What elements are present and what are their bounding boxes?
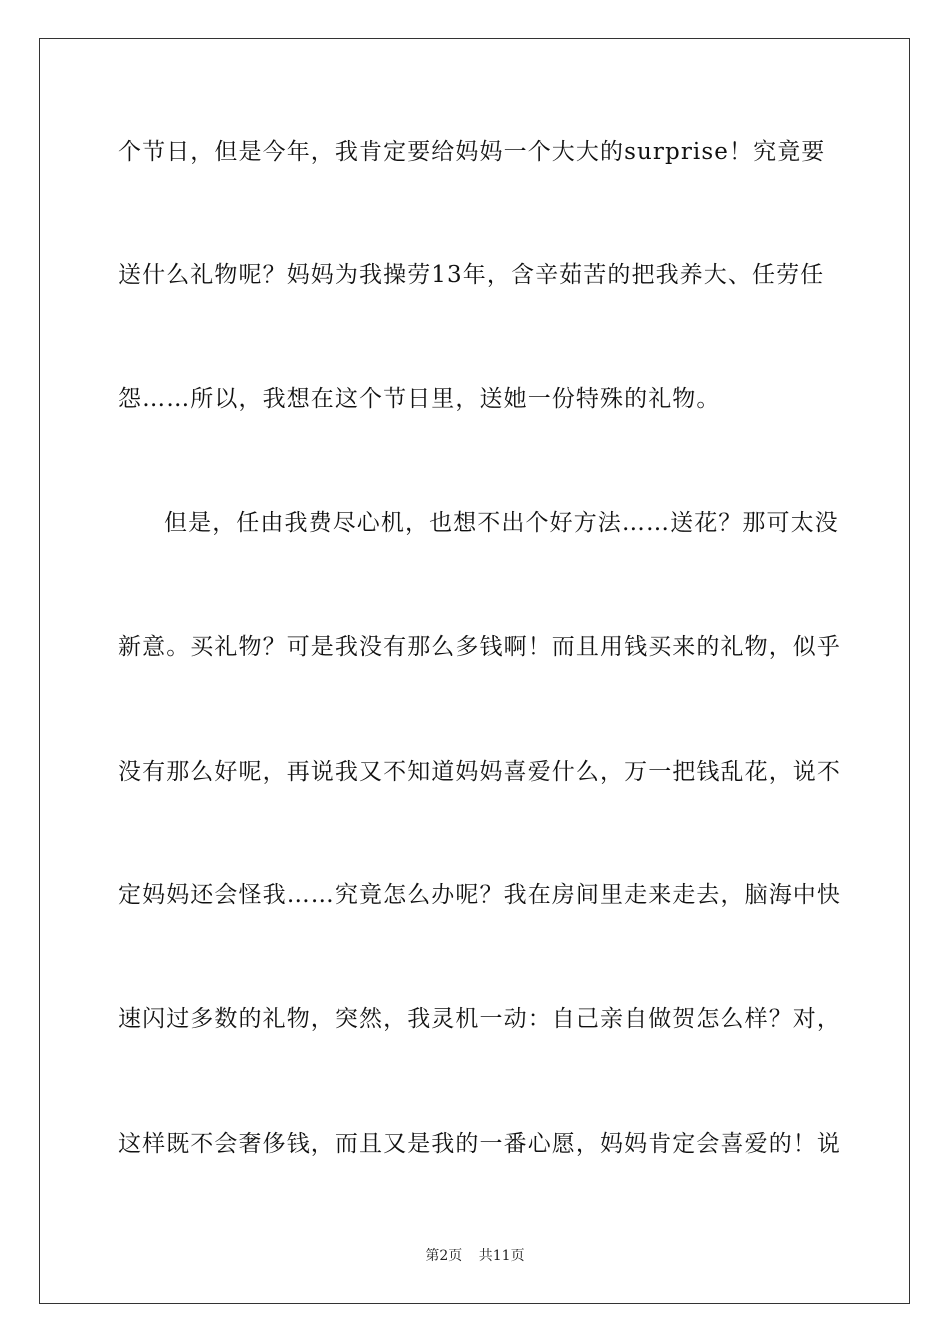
body-text-line: 速闪过多数的礼物，突然，我灵机一动：自己亲自做贺怎么样？对，	[118, 1006, 841, 1032]
body-text-line: 但是，任由我费尽心机，也想不出个好方法……送花？那可太没	[164, 510, 839, 536]
body-text-line: 个节日，但是今年，我肯定要给妈妈一个大大的surprise！究竟要	[118, 139, 826, 165]
page-border	[39, 38, 910, 1304]
body-text-line: 定妈妈还会怪我……究竟怎么办呢？我在房间里走来走去，脑海中快	[118, 882, 841, 908]
body-text-line: 怨……所以，我想在这个节日里，送她一份特殊的礼物。	[118, 386, 721, 412]
body-text-line: 没有那么好呢，再说我又不知道妈妈喜爱什么，万一把钱乱花，说不	[118, 759, 841, 785]
page-number: 第2页	[425, 1248, 463, 1264]
body-text-line: 送什么礼物呢？妈妈为我操劳13年，含辛茹苦的把我养大、任劳任	[118, 262, 825, 288]
total-pages: 共11页	[478, 1248, 525, 1264]
body-text-line: 这样既不会奢侈钱，而且又是我的一番心愿，妈妈肯定会喜爱的！说	[118, 1131, 841, 1157]
body-text-line: 新意。买礼物？可是我没有那么多钱啊！而且用钱买来的礼物，似乎	[118, 634, 841, 660]
page-footer	[0, 1247, 950, 1265]
